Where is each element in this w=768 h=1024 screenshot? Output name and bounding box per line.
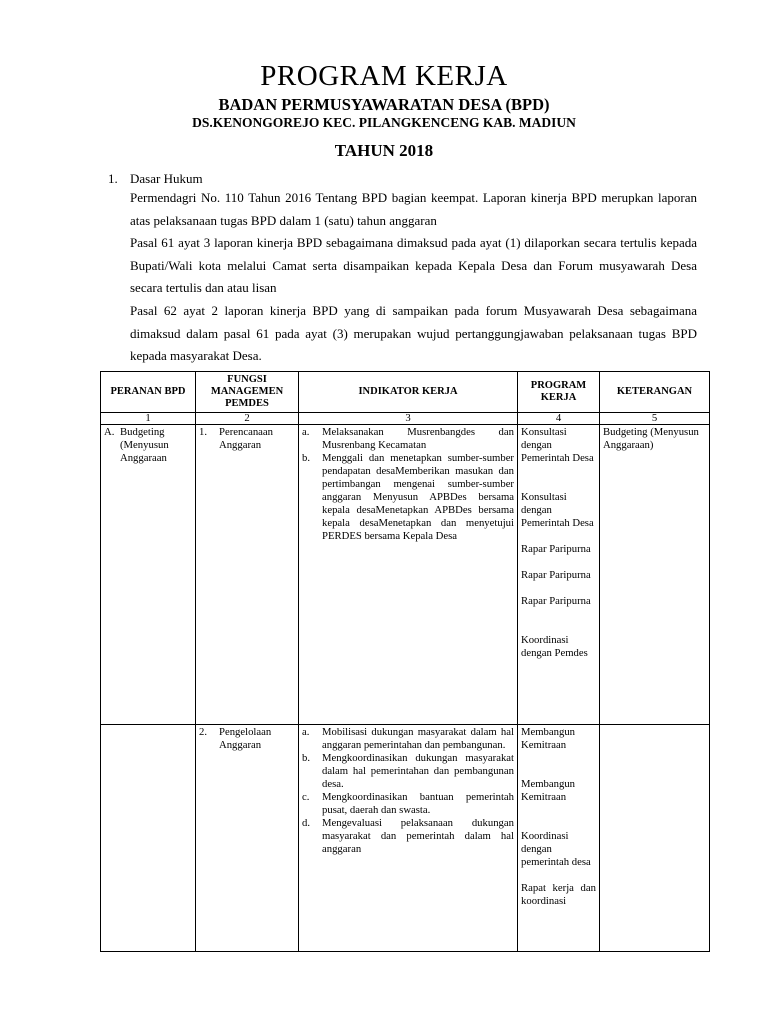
keterangan-cell — [600, 725, 710, 952]
list-number: 1. — [199, 426, 208, 438]
program-item: Rapar Paripurna — [521, 543, 591, 555]
peranan-cell — [101, 725, 196, 952]
header-fungsi: FUNGSI MANAGEMEN PEMDES — [196, 372, 299, 413]
column-number: 4 — [518, 413, 600, 425]
section-body — [130, 187, 697, 368]
section-number: 1. — [108, 171, 118, 186]
paragraph: Permendagri No. 110 Tahun 2016 Tentang BPD bagian keempat. Laporan kinerja BPD merupkan laporan atas pelaksanaan tugas BPD dalam 1 (satu) tahun anggaran — [130, 190, 697, 228]
document-year: TAHUN 2018 — [334, 141, 434, 160]
table-row — [101, 725, 710, 952]
list-number: 2. — [199, 726, 208, 738]
list-item: b. Menggali dan menetapkan sumber-sumber pendapatan desaMemberikan masukan dan pertimbangan mengenai sumber-sumber anggaran Menyusun APBDes bersama kepala desaMenetapkan APBDes bersama kepala desaMenetapkan dan menyetujui PERDES bersama Kepala Desa — [302, 452, 514, 542]
column-number-row — [101, 413, 710, 425]
program-item: Konsultasi dengan Pemerintah Desa — [521, 426, 594, 464]
program-item: Rapar Paripurna — [521, 569, 591, 581]
document-subtitle: BADAN PERMUSYAWARATAN DESA (BPD) — [218, 95, 550, 114]
section-heading — [108, 171, 203, 187]
header-program: PROGRAM KERJA — [518, 372, 600, 413]
document-location: DS.KENONGOREJO KEC. PILANGKENCENG KAB. MADIUN — [192, 115, 576, 130]
program-cell — [518, 725, 600, 952]
column-number: 3 — [299, 413, 518, 425]
indikator-cell — [299, 725, 518, 952]
program-item: Membangun Kemitraan — [521, 726, 576, 751]
program-cell — [518, 425, 600, 725]
fungsi-text: Pengelolaan Anggaran — [219, 726, 272, 751]
program-item: Rapat kerja dan koordinasi — [521, 882, 596, 907]
list-item: b. Mengkoordinasikan dukungan masyarakat dalam hal pemerintahan dan pembangunan desa. — [302, 752, 514, 790]
list-item: a. Melaksanakan Musrenbangdes dan Musrenbang Kecamatan — [302, 426, 514, 451]
peranan-text: Budgeting (Menyusun Anggaraan — [120, 426, 169, 464]
table-row — [101, 425, 710, 725]
peranan-cell — [101, 425, 196, 725]
column-number: 1 — [101, 413, 196, 425]
paragraph: Pasal 61 ayat 3 laporan kinerja BPD sebagaimana dimaksud pada ayat (1) dilaporkan secara tertulis kepada Bupati/Wali kota melalui Camat serta disampaikan kepada Kepala Desa dan Forum musyawarah Desa secara tertulis dan atau lisan — [130, 235, 697, 296]
fungsi-cell — [196, 725, 299, 952]
program-table — [100, 371, 710, 952]
column-number: 5 — [600, 413, 710, 425]
program-item: Membangun Kemitraan — [521, 778, 576, 803]
list-letter: A. — [104, 426, 115, 438]
indikator-cell — [299, 425, 518, 725]
program-item: Koordinasi dengan Pemdes — [521, 634, 588, 659]
section-title: Dasar Hukum — [130, 171, 203, 186]
keterangan-cell — [600, 425, 710, 725]
program-item: Koordinasi dengan pemerintah desa — [521, 830, 591, 868]
program-item: Konsultasi dengan Pemerintah Desa — [521, 491, 594, 529]
table-header-row — [101, 372, 710, 413]
list-item: c. Mengkoordinasikan bantuan pemerintah pusat, daerah dan swasta. — [302, 791, 514, 816]
header-keterangan: KETERANGAN — [600, 372, 710, 413]
header-indikator: INDIKATOR KERJA — [299, 372, 518, 413]
keterangan-text: Budgeting (Menyusun Anggaraan) — [603, 426, 699, 451]
header-peranan: PERANAN BPD — [101, 372, 196, 413]
paragraph: Pasal 62 ayat 2 laporan kinerja BPD yang di sampaikan pada forum Musyawarah Desa sebagaimana dimaksud dalam pasal 61 pada ayat (3) merupakan wujud pertanggungjawaban pelaksanaan tugas BPD kepada masyarakat Desa. — [130, 302, 697, 364]
program-item: Rapar Paripurna — [521, 595, 591, 607]
document-title: PROGRAM KERJA — [260, 60, 508, 92]
list-item: a. Mobilisasi dukungan masyarakat dalam hal anggaran pemerintahan dan pembangunan. — [302, 726, 514, 751]
list-item: d. Mengevaluasi pelaksanaan dukungan masyarakat dan pemerintah dalam hal anggaran — [302, 817, 514, 855]
fungsi-cell — [196, 425, 299, 725]
fungsi-text: Perencanaan Anggaran — [219, 426, 273, 451]
column-number: 2 — [196, 413, 299, 425]
